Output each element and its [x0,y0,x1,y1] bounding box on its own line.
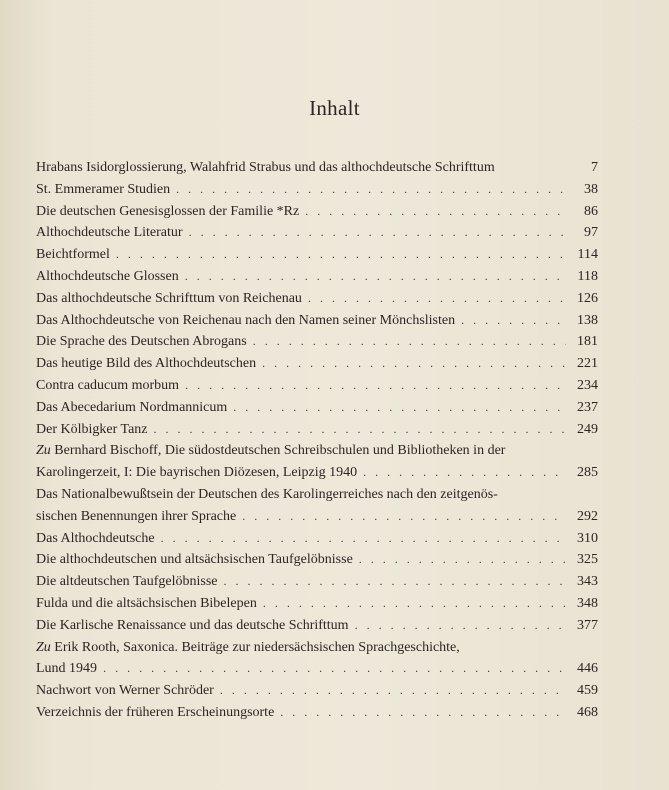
toc-entry-page: 97 [584,225,598,241]
toc-entry [36,244,598,266]
toc-entry-line2 [36,462,598,484]
leader-dots [154,419,566,441]
toc-entry [36,310,598,332]
leader-dots [305,201,566,223]
toc-entry [36,157,598,179]
toc-entry-title: Die altdeutschen Taufgelöbnisse [36,574,218,590]
toc-entry-title: Fulda und die altsächsischen Bibelepen [36,595,257,611]
toc-entry [36,528,598,550]
toc-entry-title: Das Abecedarium Nordmannicum [36,399,228,415]
toc-entry [36,353,598,375]
toc-entry-title: Nachwort von Werner Schröder [36,683,214,699]
leader-dots [242,506,566,528]
toc-entry-title: Die deutschen Genesisglossen der Familie *Rz [36,203,300,219]
toc-entry-page: 38 [584,181,598,197]
toc-entry-page: 325 [577,552,598,568]
leader-dots [176,179,566,201]
toc-entry-multiline [36,440,598,484]
toc-entry [36,201,598,223]
toc-entry-prefix: Zu [36,639,51,655]
toc-entry [36,222,598,244]
toc-entry-title: Erik Rooth, Saxonica. Beiträge zur niedersächsischen Sprachgeschichte, [54,639,460,655]
toc-entry-title: Die althochdeutschen und altsächsischen Taufgelöbnisse [36,552,353,568]
toc-entry-page: 86 [584,203,598,219]
toc-entry-title: Althochdeutsche Glossen [36,268,179,284]
leader-dots [262,353,566,375]
toc-entry-line2 [36,506,598,528]
toc-entry [36,680,598,702]
leader-dots [185,266,566,288]
leader-dots [220,680,566,702]
leader-dots [189,222,566,244]
toc-entry-title: Verzeichnis der früheren Erscheinungsorte [36,704,275,720]
toc-entry-page: 181 [577,334,598,350]
toc-entry-page: 285 [577,465,598,481]
toc-entry-title: Contra caducum morbum [36,377,180,393]
toc-entry-page: 310 [577,530,598,546]
toc-entry-title: St. Emmeramer Studien [36,181,171,197]
toc-entry-page: 446 [577,661,598,677]
leader-dots [263,593,566,615]
leader-dots [224,571,567,593]
toc-entry-page: 343 [577,574,598,590]
leader-dots [461,310,566,332]
toc-entry [36,331,598,353]
toc-entry-title-cont: sischen Benennungen ihrer Sprache [36,508,237,524]
toc-entry-title: Das heutige Bild des Althochdeutschen [36,356,257,372]
toc-entry-title-cont: Karolingerzeit, I: Die bayrischen Diözesen, Leipzig 1940 [36,465,358,481]
toc-entry-page: 126 [577,290,598,306]
toc-entry-line1 [36,484,598,506]
toc-entry-line1 [36,440,598,462]
toc-entry [36,266,598,288]
toc-entry-title: Das althochdeutsche Schrifttum von Reichenau [36,290,302,306]
toc-entry-title: Althochdeutsche Literatur [36,225,183,241]
leader-dots [363,462,566,484]
toc-entry-page: 292 [577,508,598,524]
toc-entry-line2 [36,658,598,680]
toc-entry [36,702,598,724]
toc-entry [36,375,598,397]
toc-entry [36,615,598,637]
toc-entry-page: 138 [577,312,598,328]
toc-entry-page: 114 [577,247,598,263]
toc-entry-page: 7 [591,160,598,175]
leader-dots [103,658,566,680]
toc-entry-title: Der Kölbigker Tanz [36,421,148,437]
toc-entry-page: 118 [577,268,598,284]
toc-entry [36,179,598,201]
leader-dots [116,244,566,266]
toc-entry-prefix: Zu [36,443,51,459]
toc-entry-title-cont: Lund 1949 [36,661,98,677]
toc-entry-page: 459 [577,683,598,699]
toc-entry [36,397,598,419]
leader-dots [185,375,566,397]
toc-entry-page: 468 [577,704,598,720]
toc-entry-title: Beichtformel [36,247,110,263]
toc-entry [36,593,598,615]
leader-dots [280,702,566,724]
toc-entry-multiline [36,484,598,528]
toc-entry [36,549,598,571]
leader-dots [253,331,566,353]
toc-entry-title: Das Nationalbewußtsein der Deutschen des Karolingerreiches nach den zeitgenös- [36,486,498,502]
toc-entry-page: 377 [577,617,598,633]
toc-entry-page: 221 [577,356,598,372]
toc-entry-title: Die Sprache des Deutschen Abrogans [36,334,247,350]
toc-entry-title: Bernhard Bischoff, Die südostdeutschen Schreibschulen und Bibliotheken in der [54,443,506,459]
leader-dots [308,288,566,310]
toc-entry-title: Das Althochdeutsche [36,530,155,546]
toc-entry-page: 348 [577,595,598,611]
toc-entry-line1 [36,637,598,659]
leader-dots [355,615,566,637]
toc-entry-title: Das Althochdeutsche von Reichenau nach den Namen seiner Mönchslisten [36,312,456,328]
toc-entry-multiline [36,637,598,681]
toc-entry-page: 234 [577,377,598,393]
toc-entry-title: Hrabans Isidorglossierung, Walahfrid Strabus und das althochdeutsche Schrifttum [36,160,495,175]
leader-dots [233,397,566,419]
toc-entry [36,419,598,441]
toc-entry-title: Die Karlische Renaissance und das deutsche Schrifttum [36,617,349,633]
toc-entry [36,288,598,310]
toc-entry-page: 237 [577,399,598,415]
toc-entry-page: 249 [577,421,598,437]
toc-entry [36,571,598,593]
leader-dots [161,528,566,550]
leader-dots [359,549,566,571]
page-title: Inhalt [309,96,360,120]
table-of-contents [36,157,598,724]
